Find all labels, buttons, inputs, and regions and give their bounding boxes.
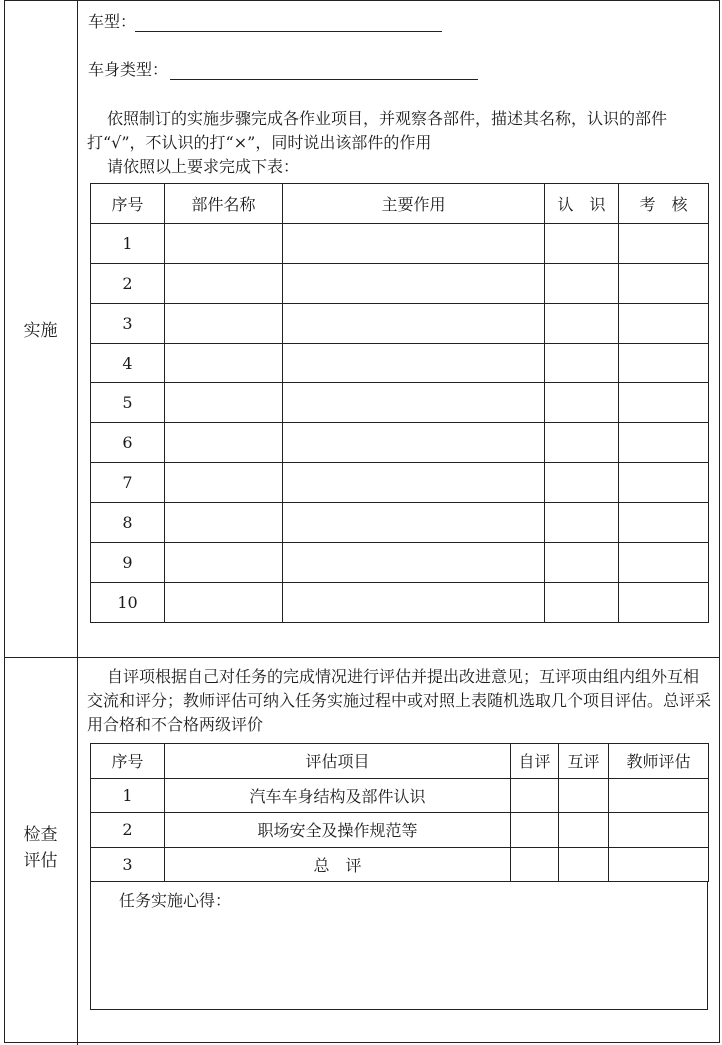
implement-request-text: 请依照以上要求完成下表： [107, 157, 300, 176]
row-number: 2 [91, 813, 165, 848]
body-type-field[interactable] [170, 79, 478, 80]
eval-item: 总 评 [165, 847, 511, 882]
part-name-cell[interactable] [165, 223, 283, 263]
table-header-row [91, 184, 709, 224]
row-number: 8 [91, 503, 165, 543]
evaluation-table [90, 743, 709, 882]
implement-section-label: 实施 [23, 321, 58, 341]
eval-item: 职场安全及操作规范等 [165, 813, 511, 848]
header-no: 序号 [91, 184, 165, 224]
header-assessment: 考 核 [619, 184, 709, 224]
function-cell[interactable] [283, 263, 545, 303]
part-name-cell[interactable] [165, 263, 283, 303]
table-row [91, 343, 709, 383]
teacher-eval-cell[interactable] [609, 778, 709, 813]
assessment-cell[interactable] [619, 343, 709, 383]
recognize-cell[interactable] [545, 543, 619, 583]
body-type-label: 车身类型： [88, 60, 169, 79]
function-cell[interactable] [283, 503, 545, 543]
label-column-divider [77, 0, 78, 1045]
self-eval-cell[interactable] [511, 847, 559, 882]
function-cell[interactable] [283, 463, 545, 503]
table-row [91, 303, 709, 343]
part-name-cell[interactable] [165, 503, 283, 543]
assessment-cell[interactable] [619, 263, 709, 303]
recognize-cell[interactable] [545, 463, 619, 503]
assessment-cell[interactable] [619, 423, 709, 463]
recognize-cell[interactable] [545, 383, 619, 423]
evaluate-instructions [87, 665, 713, 737]
row-number: 4 [91, 343, 165, 383]
eval-item: 汽车车身结构及部件认识 [165, 778, 511, 813]
function-cell[interactable] [283, 303, 545, 343]
teacher-eval-cell[interactable] [609, 847, 709, 882]
part-name-cell[interactable] [165, 582, 283, 622]
table-row [91, 778, 709, 813]
assessment-cell[interactable] [619, 223, 709, 263]
header-eval-item: 评估项目 [165, 744, 511, 779]
car-model-field[interactable] [135, 31, 442, 32]
function-cell[interactable] [283, 423, 545, 463]
function-cell[interactable] [283, 383, 545, 423]
row-number: 6 [91, 423, 165, 463]
table-row [91, 383, 709, 423]
implement-instructions [87, 107, 713, 179]
header-main-function: 主要作用 [283, 184, 545, 224]
row-number: 10 [91, 582, 165, 622]
assessment-cell[interactable] [619, 383, 709, 423]
assessment-cell[interactable] [619, 503, 709, 543]
header-teacher-eval: 教师评估 [609, 744, 709, 779]
function-cell[interactable] [283, 343, 545, 383]
assessment-cell[interactable] [619, 543, 709, 583]
recognize-cell[interactable] [545, 503, 619, 543]
assessment-cell[interactable] [619, 582, 709, 622]
evaluate-label-line2: 评估 [23, 851, 58, 871]
peer-eval-cell[interactable] [559, 813, 609, 848]
table-header-row [91, 744, 709, 779]
part-name-cell[interactable] [165, 463, 283, 503]
table-row [91, 423, 709, 463]
header-self-eval: 自评 [511, 744, 559, 779]
recognize-cell[interactable] [545, 423, 619, 463]
function-cell[interactable] [283, 223, 545, 263]
assessment-cell[interactable] [619, 463, 709, 503]
row-number: 2 [91, 263, 165, 303]
table-row [91, 263, 709, 303]
header-peer-eval: 互评 [559, 744, 609, 779]
function-cell[interactable] [283, 582, 545, 622]
part-name-cell[interactable] [165, 543, 283, 583]
table-row [91, 503, 709, 543]
table-row [91, 813, 709, 848]
header-no: 序号 [91, 744, 165, 779]
row-number: 1 [91, 778, 165, 813]
header-part-name: 部件名称 [165, 184, 283, 224]
section-divider [4, 657, 720, 658]
recognize-cell[interactable] [545, 263, 619, 303]
recognize-cell[interactable] [545, 343, 619, 383]
recognize-cell[interactable] [545, 223, 619, 263]
table-row [91, 463, 709, 503]
evaluate-instruction-text: 自评项根据自己对任务的完成情况进行评估并提出改进意见；互评项由组内组外互相交流和评分；教师评估可纳入任务实施过程中或对照上表随机选取几个项目评估。总评采用合格和不合格两级评价 [87, 667, 712, 734]
task-notes-box[interactable] [90, 881, 708, 1010]
implement-instruction-text: 依照制订的实施步骤完成各作业项目，并观察各部件，描述其名称，认识的部件打“√”，不认识的打“×”，同时说出该部件的作用 [87, 109, 668, 152]
part-name-cell[interactable] [165, 343, 283, 383]
recognize-cell[interactable] [545, 303, 619, 343]
header-recognize: 认 识 [545, 184, 619, 224]
evaluate-label-line1: 检查 [23, 825, 58, 845]
table-row [91, 223, 709, 263]
part-name-cell[interactable] [165, 303, 283, 343]
row-number: 7 [91, 463, 165, 503]
row-number: 9 [91, 543, 165, 583]
function-cell[interactable] [283, 543, 545, 583]
table-row [91, 847, 709, 882]
task-notes-label: 任务实施心得： [119, 891, 232, 910]
row-number: 3 [91, 847, 165, 882]
table-row [91, 582, 709, 622]
peer-eval-cell[interactable] [559, 778, 609, 813]
evaluate-section-label [4, 822, 77, 874]
peer-eval-cell[interactable] [559, 847, 609, 882]
row-number: 3 [91, 303, 165, 343]
part-name-cell[interactable] [165, 383, 283, 423]
self-eval-cell[interactable] [511, 813, 559, 848]
table-row [91, 543, 709, 583]
car-model-label: 车型： [88, 12, 137, 31]
component-recognition-table [90, 183, 709, 623]
row-number: 1 [91, 223, 165, 263]
self-eval-cell[interactable] [511, 778, 559, 813]
part-name-cell[interactable] [165, 423, 283, 463]
recognize-cell[interactable] [545, 582, 619, 622]
row-number: 5 [91, 383, 165, 423]
teacher-eval-cell[interactable] [609, 813, 709, 848]
assessment-cell[interactable] [619, 303, 709, 343]
